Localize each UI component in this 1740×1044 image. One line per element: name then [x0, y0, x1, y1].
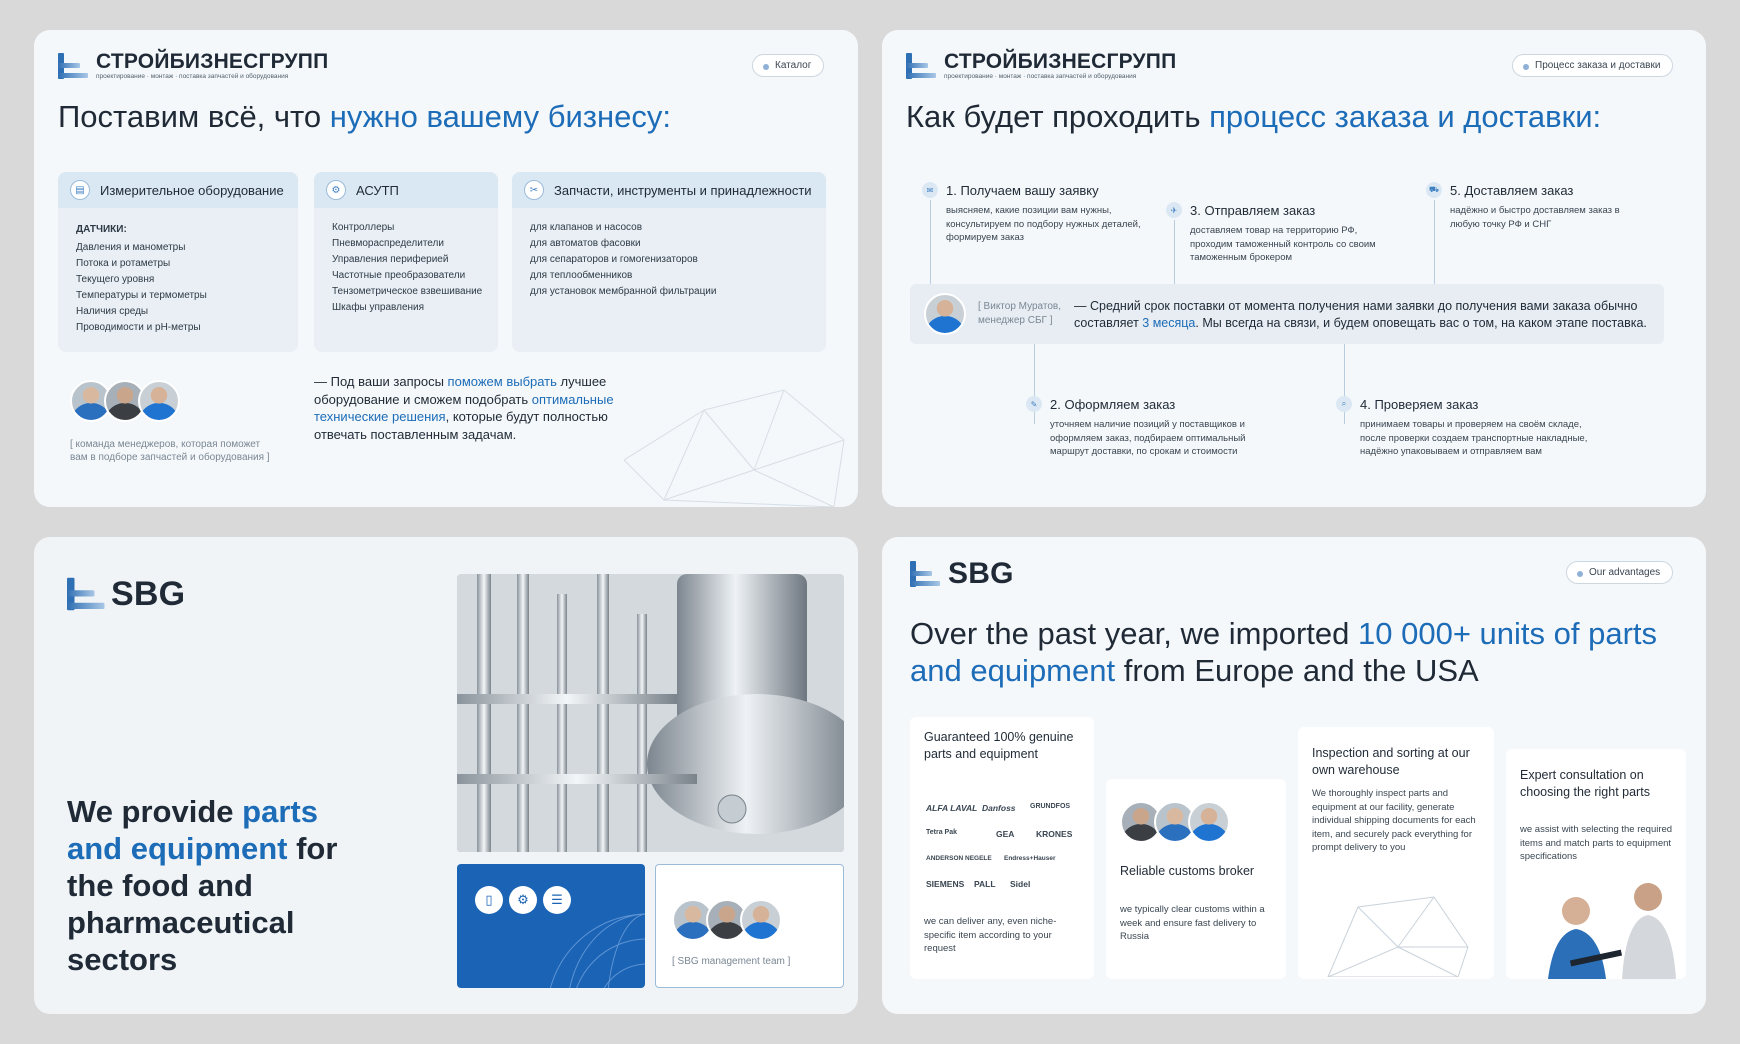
slide-sectors [34, 537, 858, 1014]
list-item: Наличия среды [76, 306, 149, 317]
manager-signature: [ Виктор Муратов, менеджер СБГ ] [978, 301, 1062, 326]
list-item: Проводимости и pH-метры [76, 322, 201, 333]
category-list [58, 208, 298, 336]
advantage-text: We thoroughly inspect parts and equipment at our facility, generate individual shipping documents for each item, and securely pack everything for prompt delivery to you [1312, 788, 1476, 853]
step-title: 3. Отправляем заказ [1190, 202, 1316, 218]
logo-name: СТРОЙБИЗНЕСГРУПП [944, 50, 1177, 73]
polyhedron-decoration [624, 350, 858, 507]
advantage-card-genuine [910, 717, 1094, 979]
brand-logo-sidel: Sidel [1010, 879, 1031, 889]
category-card-header [512, 172, 826, 208]
list-item: для теплообменников [530, 270, 633, 281]
team-avatars [1120, 801, 1222, 843]
checklist-icon: ☰ [543, 886, 571, 914]
category-title: АСУТП [356, 182, 399, 198]
logo-mark-icon [906, 53, 936, 79]
step-2 [1026, 396, 1266, 459]
company-logo [58, 52, 328, 80]
avatar [1188, 801, 1230, 843]
document-icon: ▯ [475, 886, 503, 914]
logo-mark-icon [910, 561, 940, 587]
advantage-text: we typically clear customs within a week and ensure fast delivery to Russia [1120, 904, 1265, 942]
step-title: 5. Доставляем заказ [1450, 182, 1574, 198]
list-item: Управления периферией [332, 254, 449, 265]
logo-mark-icon [67, 578, 105, 611]
advantage-title: Expert consultation on choosing the right parts [1520, 768, 1650, 799]
avatar [138, 380, 180, 422]
category-title: Запчасти, инструменты и принадлежности [554, 182, 812, 198]
category-card-header [58, 172, 298, 208]
brand-logo-tetra-pak: Tetra Pak [926, 829, 957, 836]
list-item: Тензометрическое взвешивание [332, 286, 483, 297]
consultants-illustration [1526, 871, 1686, 979]
step-3 [1166, 202, 1396, 265]
logo-tagline: проектирование · монтаж · поставка запчастей и оборудования [944, 73, 1137, 80]
mail-icon: ✉ [922, 182, 938, 198]
manager-quote: — Под ваши запросы поможем выбрать лучшее оборудование и сможем подобрать оптимальные технические решения, которые будут полностью отвечать поставленным задачам. [314, 374, 614, 442]
company-logo [906, 52, 1176, 80]
company-logo [67, 577, 185, 611]
brand-logo-danfoss: Danfoss [982, 803, 1016, 813]
step-5 [1426, 182, 1646, 231]
management-team-card [655, 864, 844, 988]
search-icon: ⌕ [1336, 396, 1352, 412]
globe-lines-decoration [497, 904, 645, 988]
section-pill: Процесс заказа и доставки [1512, 54, 1673, 77]
manager-quote: — Средний срок поставки от момента получения нами заявки до получения вами заказа обычно составляет 3 месяца. Мы всегда на связи, и будем оповещать вас о том, на каком этапе поставка. [1074, 299, 1647, 330]
category-list [512, 208, 826, 300]
company-logo [910, 559, 1014, 589]
step-title: 1. Получаем вашу заявку [946, 182, 1099, 198]
category-title: Измерительное оборудование [100, 182, 284, 198]
step-1 [922, 182, 1142, 245]
brand-logo-pall: PALL [974, 879, 996, 889]
slide-catalog [34, 30, 858, 507]
list-item: для сепараторов и гомогенизаторов [530, 254, 698, 265]
advantage-card-inspection [1298, 727, 1494, 979]
step-text: доставляем товар на территорию РФ, проходим таможенный контроль со своим таможенным брокером [1190, 225, 1376, 263]
avatar [924, 293, 966, 335]
chip-icon: ⚙ [326, 180, 346, 200]
list-item: Контроллеры [332, 222, 395, 233]
list-item: Потока и ротаметры [76, 258, 171, 269]
advantage-card-customs [1106, 779, 1286, 979]
brand-logo-siemens: SIEMENS [926, 879, 965, 889]
icons-panel [457, 864, 645, 988]
brand-logo-krones: KRONES [1036, 829, 1073, 839]
step-text: принимаем товары и проверяем на своём складе, после проверки создаем транспортные накладные, надёжно упаковываем и отправляем вам [1360, 419, 1588, 457]
category-card-header [314, 172, 498, 208]
gear-icon: ⚙ [509, 886, 537, 914]
slide-title: We provide parts and equipment for the food and pharmaceutical sectors [67, 794, 338, 977]
category-card-asutp [314, 172, 498, 352]
advantage-title: Inspection and sorting at our own warehouse [1312, 746, 1470, 777]
plane-icon: ✈ [1166, 202, 1182, 218]
team-avatars [672, 899, 774, 941]
truck-icon: ⛟ [1426, 182, 1442, 198]
brand-logo-gea: GEA [996, 829, 1015, 839]
logo-name: SBG [111, 575, 186, 613]
avatar [740, 899, 782, 941]
list-item: Температуры и термометры [76, 290, 207, 301]
manager-quote-bar [910, 284, 1664, 344]
logo-name: SBG [948, 557, 1014, 590]
step-text: выясняем, какие позиции вам нужны, консультируем по подбору нужных деталей, формируем заказ [946, 205, 1141, 243]
brand-logo-anderson-negele: ANDERSON NEGELE [926, 855, 992, 862]
edit-icon: ✎ [1026, 396, 1042, 412]
step-title: 2. Оформляем заказ [1050, 396, 1176, 412]
slide-title: Поставим всё, что нужно вашему бизнесу: [58, 99, 671, 134]
list-item: Давления и манометры [76, 242, 186, 253]
step-title: 4. Проверяем заказ [1360, 396, 1479, 412]
category-list [314, 208, 498, 316]
advantage-title: Reliable customs broker [1120, 864, 1255, 878]
list-item: для клапанов и насосов [530, 222, 643, 233]
advantage-text: we assist with selecting the required items and match parts to equipment specifications [1520, 824, 1673, 862]
brand-logo-alfa-laval: ALFA LAVAL [926, 803, 978, 813]
slide-title: Over the past year, we imported 10 000+ units of parts and equipment from Europe and the USA [910, 616, 1658, 688]
team-avatars [70, 380, 172, 422]
category-card-measuring [58, 172, 298, 352]
team-caption: [ SBG management team ] [672, 956, 791, 967]
advantage-text: we can deliver any, even niche-specific item according to your request [924, 916, 1057, 954]
slide-advantages [882, 537, 1706, 1014]
list-item: для автоматов фасовки [530, 238, 641, 249]
brand-logo-endress-hauser: Endress+Hauser [1004, 855, 1056, 862]
list-item: для установок мембранной фильтрации [530, 286, 717, 297]
polyhedron-decoration [1308, 877, 1484, 977]
document-icon: ▤ [70, 180, 90, 200]
brand-logo-grundfos: GRUNDFOS [1030, 803, 1071, 810]
list-item: Пневмораспределители [332, 238, 444, 249]
slide-order-process [882, 30, 1706, 507]
logo-tagline: проектирование · монтаж · поставка запчастей и оборудования [96, 73, 289, 80]
tools-icon: ✂ [524, 180, 544, 200]
category-card-parts [512, 172, 826, 352]
team-caption: [ команда менеджеров, которая поможет вам в подборе запчастей и оборудования ] [70, 439, 270, 463]
slide-title: Как будет проходить процесс заказа и доставки: [906, 99, 1602, 134]
step-4 [1336, 396, 1596, 459]
list-item: Шкафы управления [332, 302, 425, 313]
step-text: надёжно и быстро доставляем заказ в любую точку РФ и СНГ [1450, 205, 1620, 230]
step-text: уточняем наличие позиций у поставщиков и оформляем заказ, подбираем оптимальный маршрут доставки, по срокам и стоимости [1050, 419, 1246, 457]
category-subheading: ДАТЧИКИ: [76, 224, 127, 235]
factory-photo [457, 574, 844, 852]
section-pill: Каталог [752, 54, 824, 77]
list-item: Текущего уровня [76, 274, 155, 285]
advantage-title: Guaranteed 100% genuine parts and equipment [924, 730, 1074, 761]
section-pill: Our advantages [1566, 561, 1673, 584]
logo-name: СТРОЙБИЗНЕСГРУПП [96, 50, 329, 73]
advantage-card-consultation [1506, 749, 1686, 979]
steel-tanks-illustration [457, 574, 844, 852]
logo-mark-icon [58, 53, 88, 79]
list-item: Частотные преобразователи [332, 270, 466, 281]
